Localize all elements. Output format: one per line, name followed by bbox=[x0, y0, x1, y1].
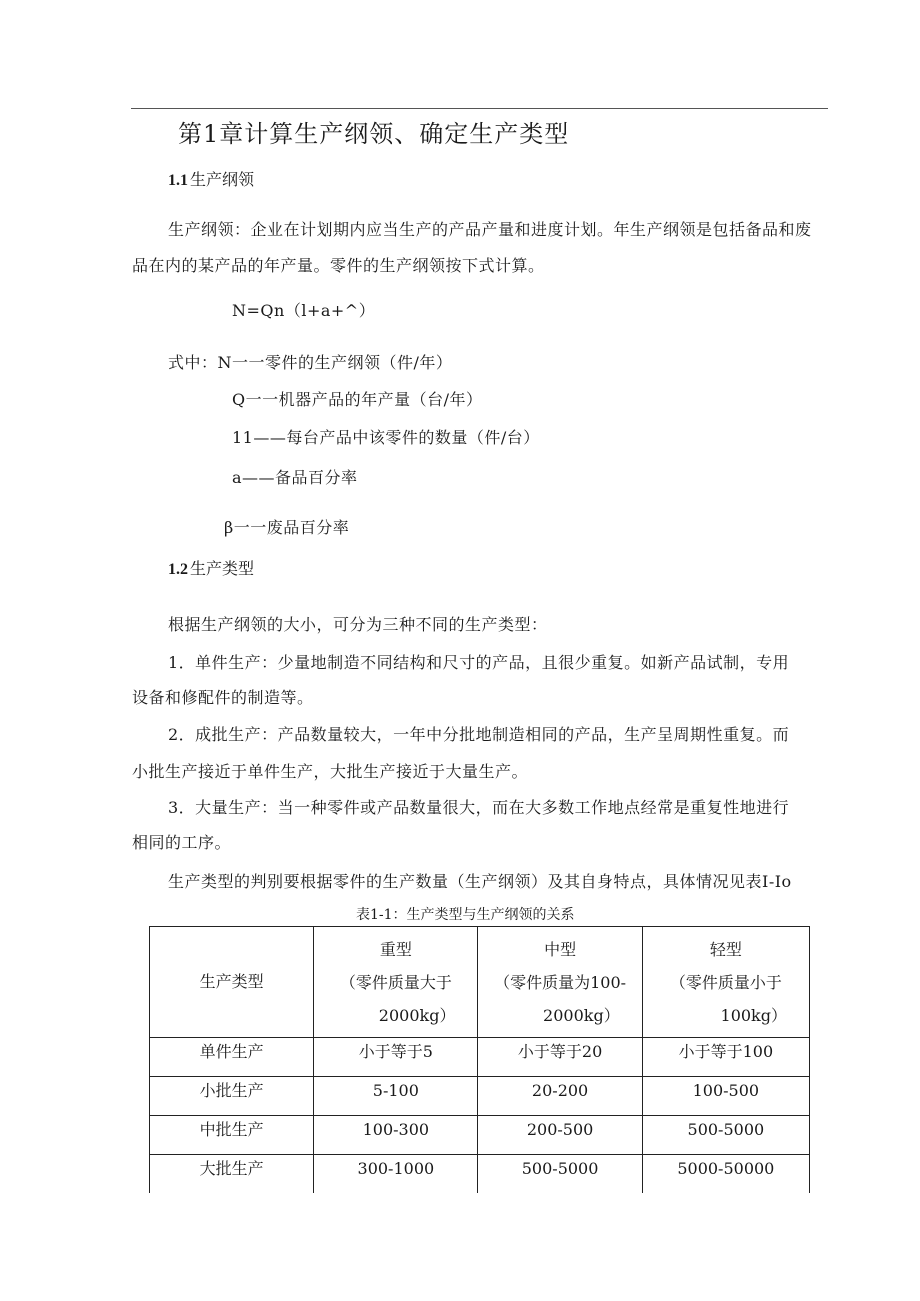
list-item-line: 2．成批生产：产品数量较大，一年中分批地制造相同的产品，生产呈周期性重复。而 bbox=[168, 725, 790, 744]
where-line: β一一废品百分率 bbox=[224, 518, 350, 537]
list-item-line: 设备和修配件的制造等。 bbox=[132, 688, 314, 707]
column-name: 重型 bbox=[379, 940, 412, 959]
cell-light: 小于等于100 bbox=[642, 1038, 809, 1077]
list-item-line: 小批生产接近于单件生产，大批生产接近于大量生产。 bbox=[132, 762, 529, 781]
column-name: 中型 bbox=[544, 940, 577, 959]
table-row bbox=[150, 1116, 810, 1155]
header-rule bbox=[131, 108, 828, 109]
header-cell-medium bbox=[478, 927, 642, 1038]
header-cell-light bbox=[642, 927, 809, 1038]
table-header-row bbox=[150, 927, 810, 1038]
chapter-title: 第1章计算生产纲领、确定生产类型 bbox=[178, 120, 570, 148]
cell-light: 500-5000 bbox=[642, 1116, 809, 1155]
paragraph-line: 品在内的某产品的年产量。零件的生产纲领按下式计算。 bbox=[132, 256, 545, 275]
section-heading-2 bbox=[168, 556, 254, 579]
column-name: 轻型 bbox=[709, 940, 742, 959]
cell-type: 单件生产 bbox=[150, 1038, 314, 1077]
header-cell-heavy bbox=[314, 927, 478, 1038]
cell-heavy: 5-100 bbox=[314, 1077, 478, 1116]
table-row bbox=[150, 1077, 810, 1116]
header-cell-type bbox=[150, 927, 314, 1038]
cell-medium: 20-200 bbox=[478, 1077, 642, 1116]
section-number: 1.1 bbox=[168, 172, 188, 189]
formula: N=Qn（l+a+^） bbox=[232, 301, 376, 320]
where-line: a——备品百分率 bbox=[232, 468, 358, 487]
paragraph-line: 生产纲领：企业在计划期内应当生产的产品产量和进度计划。年生产纲领是包括备品和废 bbox=[168, 220, 812, 239]
section-heading-1 bbox=[168, 167, 254, 190]
cell-heavy: 100-300 bbox=[314, 1116, 478, 1155]
cell-type: 大批生产 bbox=[150, 1155, 314, 1194]
list-item-line: 1．单件生产：少量地制造不同结构和尺寸的产品，且很少重复。如新产品试制，专用 bbox=[168, 653, 790, 672]
cell-medium: 小于等于20 bbox=[478, 1038, 642, 1077]
intro-text: 根据生产纲领的大小，可分为三种不同的生产类型： bbox=[168, 615, 548, 634]
list-item-line: 3．大量生产：当一种零件或产品数量很大，而在大多数工作地点经常是重复性地进行 bbox=[168, 798, 790, 817]
cell-heavy: 300-1000 bbox=[314, 1155, 478, 1194]
list-item-line: 相同的工序。 bbox=[132, 833, 232, 852]
section-title: 生产类型 bbox=[190, 559, 255, 578]
table-row bbox=[150, 1038, 810, 1077]
column-desc: 2000kg） bbox=[543, 1006, 620, 1025]
cell-type: 小批生产 bbox=[150, 1077, 314, 1116]
table-caption: 表1-1：生产类型与生产纲领的关系 bbox=[356, 907, 575, 923]
section-title: 生产纲领 bbox=[190, 170, 255, 189]
section-number: 1.2 bbox=[168, 561, 188, 578]
header-label: 生产类型 bbox=[199, 972, 264, 991]
summary-text: 生产类型的判别要根据零件的生产数量（生产纲领）及其自身特点，具体情况见表I-Io bbox=[168, 872, 792, 891]
column-desc: （零件质量为100- bbox=[494, 973, 627, 992]
column-desc: 2000kg） bbox=[378, 1006, 456, 1025]
column-desc: （零件质量大于 bbox=[339, 973, 452, 992]
where-line: 11——每台产品中该零件的数量（件/台） bbox=[232, 428, 540, 447]
production-type-table bbox=[149, 926, 810, 1193]
cell-light: 5000-50000 bbox=[642, 1155, 809, 1194]
column-desc: （零件质量小于 bbox=[669, 973, 782, 992]
cell-light: 100-500 bbox=[642, 1077, 809, 1116]
cell-medium: 200-500 bbox=[478, 1116, 642, 1155]
cell-medium: 500-5000 bbox=[478, 1155, 642, 1194]
where-line: 式中：N一一零件的生产纲领（件/年） bbox=[168, 353, 453, 372]
cell-type: 中批生产 bbox=[150, 1116, 314, 1155]
column-desc: 100kg） bbox=[720, 1006, 787, 1025]
where-line: Q一一机器产品的年产量（台/年） bbox=[232, 390, 483, 409]
cell-heavy: 小于等于5 bbox=[314, 1038, 478, 1077]
table-row bbox=[150, 1155, 810, 1194]
